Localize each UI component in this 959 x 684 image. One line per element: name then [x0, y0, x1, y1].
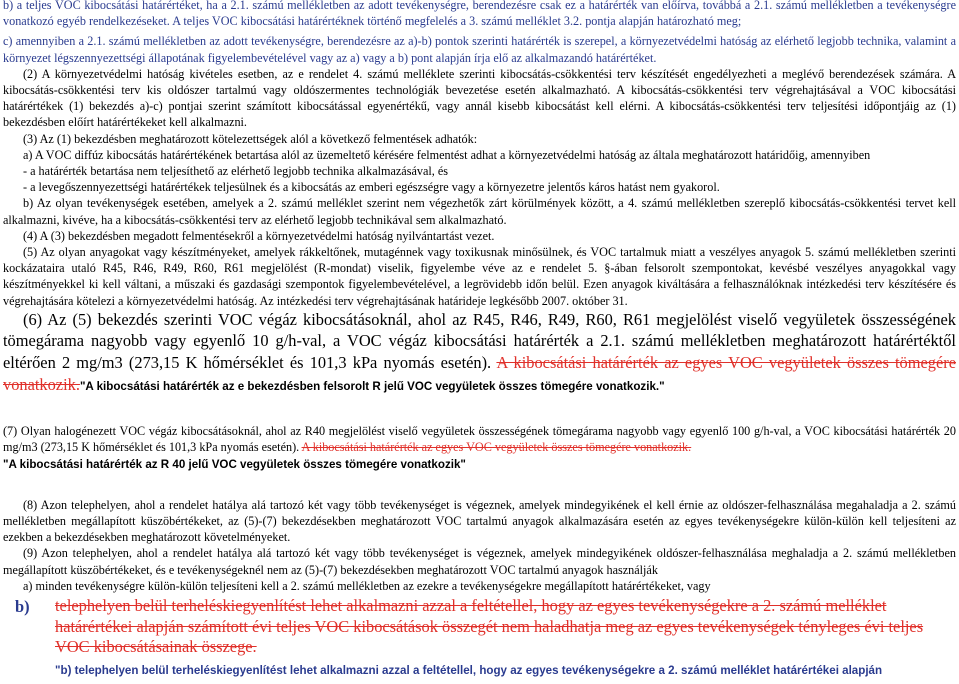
paragraph-4: (4) A (3) bekezdésben megadott felmentésekről a környezetvédelmi hatóság nyilvántartást vezet.	[23, 228, 495, 243]
paragraph-1c: c) amennyiben a 2.1. számú mellékletben az adott tevékenységre, berendezésre az a)-b) pontok szerinti határérték is szerepel, a környezetvédelmi hatóság az elérhető legjobb technika, valamint a környezet légszennyezettségi állapotának figyelembevételével vagy az a) vagy a b) pont alapján írja elő az alkalmazandó határértéket.	[3, 34, 956, 65]
paragraph-9b-label: b)	[15, 597, 30, 617]
paragraph-6-text: (6) Az (5) bekezdés szerinti VOC végáz kibocsátásoknál, ahol az R45, R46, R49, R60, R61 megjelölést viselő vegyületek összességének tömegárama nagyobb vagy egyenlő 10 g/h-val, a VOC végáz kibocsátási határérték a 2.1. számú mellékletben meghatározott határértéktől eltérően 2 mg/m3 (273,15 K hőmérséklet és 101,3 kPa nyomás esetén).	[3, 309, 956, 373]
paragraph-3b: b) Az olyan tevékenységek esetében, amelyek a 2. számú melléklet szerint nem végezhetők zárt körülmények között, a 4. számú mellékletben szereplő kibocsátás-csökkentési tervet kell alkalmazni, kivéve, ha a kibocsátás-csökkentési terv az elérhető legjobb technikával sem alkalmazható.	[3, 196, 956, 227]
paragraph-7-deleted: A kibocsátási határérték az egyes VOC vegyületek összes tömegére vonatkozik.	[301, 440, 692, 455]
paragraph-3a: a) A VOC diffúz kibocsátás határértékének betartása alól az üzemeltető kérésére felmentést adhat a környezetvédelmi hatóság az általa meghatározott határidőig, amennyiben	[23, 147, 871, 162]
paragraph-9b-deleted	[3, 596, 956, 658]
paragraph-6-inserted: "A kibocsátási határérték az e bekezdésben felsorolt R jelű VOC vegyületek összes tömegére vonatkozik."	[79, 379, 665, 393]
paragraph-9b-inserted: "b) telephelyen belül terheléskiegyenlítést lehet alkalmazni azzal a feltétellel, hogy az egyes tevékenységekre a 2. számú melléklet határértékei alapján	[55, 663, 883, 677]
paragraph-7-text: (7) Olyan halogénezett VOC végáz kibocsátásoknál, ahol az R40 megjelölést viselő vegyületek összességének tömegárama nagyobb vagy egyenlő 100 g/h-val, a VOC kibocsátási határérték 20 mg/m3 (273,15 K hőmérséklet és 101,3 kPa nyomás esetén).	[3, 424, 956, 455]
paragraph-2: (2) A környezetvédelmi hatóság kivételes esetben, az e rendelet 4. számú melléklete szerinti kibocsátás-csökkentési terv készítését engedélyezheti a meglévő berendezések számára. A kibocsátás-csökkentési terv kis oldószer tartalmú vagy oldószermentes technológiák bevezetése esetén alkalmazható. A kibocsátás-csökkentési terv végrehajtásával a VOC kibocsátási határértékek (1) bekezdés a)-c) pontjai szerint számított kibocsátással egyenértékű, vagy annál kisebb kibocsátást kell elérni. A kibocsátás-csökkentési terv teljesítési időpontjáig az (1) bekezdésben előírt határértékeket kell alkalmazni.	[3, 66, 956, 130]
paragraph-7-inserted: "A kibocsátási határérték az R 40 jelű VOC vegyületek összes tömegére vonatkozik"	[3, 457, 466, 471]
paragraph-6	[3, 309, 956, 397]
paragraph-7	[3, 423, 956, 473]
paragraph-8: (8) Azon telephelyen, ahol a rendelet hatálya alá tartozó két vagy több tevékenységet is végeznek, amelyek mindegyikének el kell érnie az oldószer-felhasználása megahaladja a 2. számú mellékletben megállapított küszöbértékeket, az (5)-(7) bekezdésekben meghatározott VOC tartalmú anyagok alkalmazására esetén az egyes tevékenységekre külön-külön kell teljesíteni az ezekben a bekezdésekben meghatározott követelményeket.	[3, 497, 956, 545]
paragraph-3-dash-2: - a levegőszennyezettségi határértékek teljesülnek és a kibocsátás az emberi egészségre vagy a környezetre jelentős káros hatást nem gyakorol.	[23, 180, 720, 195]
paragraph-3-dash-1: - a határérték betartása nem teljesíthető az elérhető legjobb technika alkalmazásával, és	[23, 164, 448, 179]
paragraph-1b: b) a teljes VOC kibocsátási határértéket, ha a 2.1. számú mellékletben az adott tevékenységre, berendezésre csak ez a határérték van előírva, továbbá a 2.1. számú mellékletben a tevékenységre vonatkozó egyéb rendelkezéseket. A teljes VOC kibocsátási határértéknek történő megfelelés a 3. számú melléklet 3.2. pontja alapján határozható meg;	[3, 0, 956, 29]
paragraph-5: (5) Az olyan anyagokat vagy készítményeket, amelyek rákkeltőnek, mutagénnek vagy toxikusnak minősülnek, és VOC tartalmuk miatt a veszélyes anyagok 5. számú mellékletben szerinti kockázataira utaló R45, R46, R49, R60, R61 megjelölést (R-mondat) viselik, figyelembe véve az e rendelet 5. §-ában felsorolt szempontokat, kevésbé veszélyes anyagokkal vagy készítményekkel ki kell váltani, a műszaki és gazdasági szempontok figyelembevételével, a legrövidebb időn belül. Ezen anyagok kiváltására a felhasználóknak intézkedési terv készítésére és végrehajtására kötelezi a környezetvédelmi hatóság. Az intézkedési terv végrehajtásának határideje legkésőbb 2007. október 31.	[3, 245, 956, 308]
paragraph-9b-deleted-text: telephelyen belül terheléskiegyenlítést lehet alkalmazni azzal a feltétellel, hogy az egyes tevékenységekre a 2. számú melléklet határértékei alapján számított évi teljes VOC kibocsátások összegét nem haladhatja meg az egyes tevékenységek tényleges évi teljes VOC kibocsátásainak összege.	[55, 596, 924, 657]
paragraph-9a: a) minden tevékenységre külön-külön teljesíteni kell a 2. számú mellékletben az ezekre a tevékenységekre megállapított határértékeket, vagy	[23, 578, 711, 593]
paragraph-9-intro: (9) Azon telephelyen, ahol a rendelet hatálya alá tartozó két vagy több tevékenységet is végeznek, amelyek mindegyikének oldószer-felhasználása meghaladja a 2. számú mellékletben megállapított küszöbértékeket, és e tevékenységeknél nem az (5)-(7) bekezdésekben meghatározott VOC tartalmú anyagok használják	[3, 546, 956, 577]
paragraph-6-deleted: A kibocsátási határérték az egyes VOC vegyületek összes tömegére vonatkozik.	[3, 353, 956, 394]
paragraph-3-intro: (3) Az (1) bekezdésben meghatározott kötelezettségek alól a következő felmentések adhatók:	[23, 131, 478, 146]
